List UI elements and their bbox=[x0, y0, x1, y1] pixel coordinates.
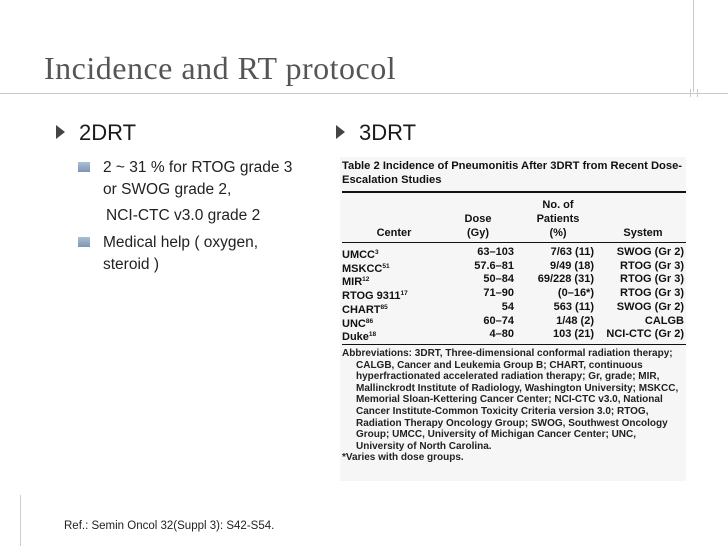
triangle-bullet-icon bbox=[336, 125, 345, 139]
sub-text-nci-ctc bbox=[106, 205, 260, 227]
title-divider-mark bbox=[690, 89, 698, 97]
table-cell-dose: 63–103 bbox=[477, 246, 514, 258]
table-header-rule bbox=[342, 242, 686, 243]
header-patients-line1: No. of bbox=[542, 199, 574, 211]
table-cell-patients: (0–16*) bbox=[557, 287, 594, 300]
table-cell-dose: 50–84 bbox=[483, 273, 514, 286]
table-cell-system: RTOG (Gr 3) bbox=[620, 259, 684, 272]
table-cell-dose: 71–90 bbox=[483, 287, 514, 300]
center-reference: 85 bbox=[380, 303, 388, 311]
header-system: System bbox=[623, 227, 663, 239]
sub-bullet-medical-help bbox=[103, 232, 258, 276]
table-cell-dose: 57.6–81 bbox=[474, 259, 514, 272]
sub-bullet-medical-line1: Medical help ( oxygen, bbox=[103, 234, 259, 251]
table-cell-dose: 54 bbox=[501, 300, 514, 313]
table-cell-patients: 9/49 (18) bbox=[549, 259, 594, 272]
header-dose-line1: Dose bbox=[464, 213, 492, 225]
table-caption: Table 2 Incidence of Pneumonitis After 3DRT from Recent Dose-Escalation Studies bbox=[342, 160, 683, 186]
square-bullet-icon bbox=[78, 237, 90, 247]
header-patients-line3: (%) bbox=[549, 227, 567, 239]
bullet-2drt bbox=[56, 120, 136, 146]
header-patients-line2: Patients bbox=[536, 213, 580, 225]
center-name: CHART bbox=[342, 303, 381, 316]
table-top-rule bbox=[342, 191, 686, 193]
table-cell-center bbox=[342, 328, 376, 344]
square-bullet-icon bbox=[78, 162, 90, 172]
center-reference: 18 bbox=[368, 331, 377, 339]
table-cell-dose: 60–74 bbox=[483, 314, 514, 327]
sub-bullet-incidence bbox=[103, 157, 292, 201]
title-divider bbox=[0, 93, 728, 94]
center-reference: 86 bbox=[365, 317, 374, 325]
header-dose-line2: (Gy) bbox=[467, 227, 489, 239]
center-reference: 51 bbox=[382, 262, 390, 270]
center-reference: 3 bbox=[375, 249, 379, 256]
table-cell-system: RTOG (Gr 3) bbox=[620, 287, 684, 300]
bullet-3drt bbox=[336, 120, 416, 146]
table-cell-system: NCI-CTC (Gr 2) bbox=[606, 328, 684, 341]
table-cell-system: SWOG (Gr 2) bbox=[616, 300, 684, 313]
table-cell-system: SWOG (Gr 2) bbox=[616, 246, 684, 258]
center-reference: 17 bbox=[400, 290, 408, 298]
table-cell-patients: 563 (11) bbox=[553, 300, 594, 313]
table-cell-patients: 1/48 (2) bbox=[556, 314, 594, 327]
center-name: Duke bbox=[342, 331, 369, 344]
slide-title: Incidence and RT protocol bbox=[44, 50, 397, 86]
table-cell-patients: 69/228 (31) bbox=[537, 273, 594, 286]
table-abbreviations: Abbreviations: 3DRT, Three-dimensional conformal radiation therapy; CALGB, Cancer and Leukemia Group B; CHART, continuous hyperfractionated accelerated radiation therapy; Gr, grade; MIR, Mallinckrodt Institute of Radiology, Washington University; MSKCC, Memorial Sloan-Kettering Cancer Center; NCI-CTC v3.0, National Cancer Institute-Common Toxicity Criteria version 3.0; RTOG, Radiation Therapy Oncology Group; SWOG, Southwest Oncology Group; UMCC, University of Michigan Cancer Center; UNC, University of North Carolina. bbox=[342, 348, 679, 452]
corner-rule-vertical bbox=[693, 0, 694, 92]
bullet-3drt-label: 3DRT bbox=[359, 120, 417, 145]
center-name: MSKCC bbox=[342, 262, 383, 275]
center-name: UNC bbox=[342, 317, 366, 330]
side-rule bbox=[20, 495, 21, 546]
table-cell-system: CALGB bbox=[644, 314, 684, 327]
header-center: Center bbox=[376, 227, 412, 239]
table-cell-patients: 103 (21) bbox=[553, 328, 594, 341]
table-notes bbox=[342, 348, 684, 464]
pneumonitis-table bbox=[340, 157, 686, 481]
bullet-2drt-label: 2DRT bbox=[79, 120, 137, 145]
center-name: RTOG 9311 bbox=[342, 290, 401, 303]
table-cell-patients: 7/63 (11) bbox=[550, 246, 594, 258]
table-footnote: *Varies with dose groups. bbox=[342, 452, 464, 464]
table-cell-dose: 4–80 bbox=[489, 328, 514, 341]
sub-bullet-medical-line2: steroid ) bbox=[103, 256, 159, 273]
center-name: UMCC bbox=[342, 249, 375, 261]
table-bottom-rule bbox=[342, 344, 686, 345]
triangle-bullet-icon bbox=[56, 125, 65, 139]
sub-bullet-incidence-line2: or SWOG grade 2, bbox=[103, 181, 232, 198]
reference-footer: Ref.: Semin Oncol 32(Suppl 3): S42-S54. bbox=[64, 520, 275, 532]
sub-text-nci-ctc-line: NCI-CTC v3.0 grade 2 bbox=[106, 207, 261, 224]
sub-bullet-incidence-line1: 2 ~ 31 % for RTOG grade 3 bbox=[103, 159, 293, 176]
center-name: MIR bbox=[342, 276, 363, 289]
table-cell-system: RTOG (Gr 3) bbox=[620, 273, 684, 286]
center-reference: 12 bbox=[362, 276, 370, 284]
